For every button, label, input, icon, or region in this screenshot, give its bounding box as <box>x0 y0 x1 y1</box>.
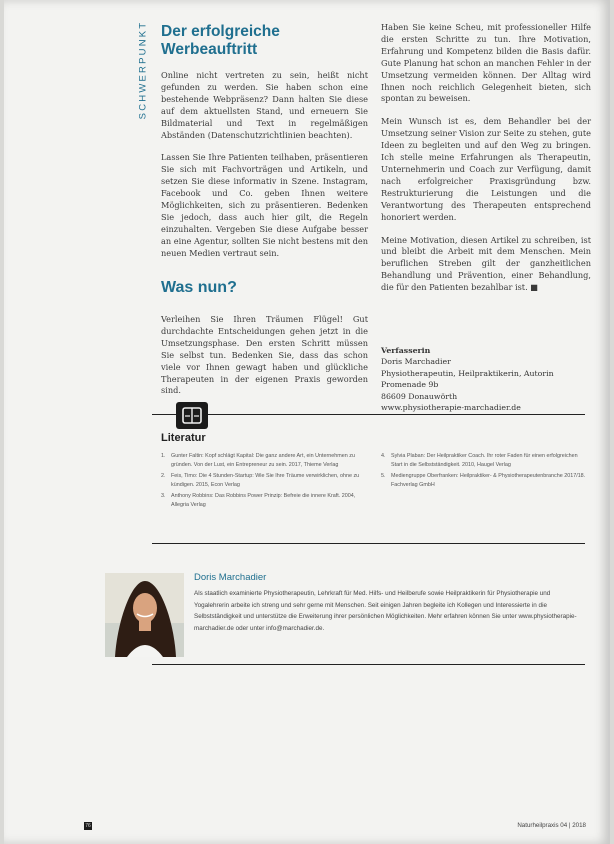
literature-item: 2. Feis, Timo: Die 4 Stunden-Startup: Wie Sie Ihre Träume verwirklichen, ohne zu kündigen. 2015, Econ Verlag <box>161 473 360 488</box>
literature-list-left <box>161 452 361 512</box>
paragraph: Haben Sie keine Scheu, mit professioneller Hilfe die ersten Schritte zu tun. Ihre Motivation, Erfahrung und Kompetenz bilden die Basis dafür. Gute Planung hat schon an manchen Fehler in der Umsetzung vermeiden können. Der Alltag wird Ihnen noch reichlich Gelegenheit bieten, sich spontan zu beweisen. <box>381 22 591 104</box>
heading-werbeauftritt: Der erfolgreiche Werbeauftritt <box>161 23 280 58</box>
literature-item: 5. Mediengruppe Oberfranken: Heilpraktiker- & Physiotherapeutenbranche 2017/18. Fachverlag GmbH <box>381 473 586 488</box>
paragraph: Meine Motivation, diesen Artikel zu schreiben, ist und bleibt die Arbeit mit dem Menschen. Mein beruflichen Streben gilt der ganzheitlichen Behandlung und Prävention, einer Behandlung, die für den Patienten bezahlbar ist. ■ <box>381 234 591 293</box>
author-info-heading: Verfasserin <box>381 346 431 355</box>
paragraph: Mein Wunsch ist es, dem Behandler bei der Umsetzung seiner Vision zur Seite zu stehen, gute Ideen zu begleiten und auf den Weg zu bringen. Ich stelle meine Erfahrungen als Therapeutin, Unternehmerin und Coach zur Verfügung, damit nach erfolgreicher Praxisgründung bzw. Restrukturierung die Leistungen und die Verantwortung des Therapeuten entsprechend honoriert werden. <box>381 116 591 222</box>
bio-text: Als staatlich examinierte Physiotherapeutin, Lehrkraft für Med. Hilfs- und Heilberufe sowie Heilpraktikerin für Physiotherapie und Yogalehrerin arbeite ich streng und sehr gerne mit Menschen. Seit einigen Jahren begleite ich Kollegen und Interessierte in die Selbstständigkeit und unterstütze die Erweiterung ihrer persönlichen Möglichkeiten. Mehr erfahren können Sie unter www.physiotherapie-marchadier.de oder unter info@marchadier.de. <box>194 590 577 633</box>
heading-was-nun: Was nun? <box>161 279 237 296</box>
author-website[interactable]: www.physiotherapie-marchadier.de <box>381 403 521 413</box>
magazine-page <box>4 0 610 844</box>
literature-item: 3. Anthony Robbins: Das Robbins Power Prinzip: Befreie die innere Kraft. 2004, Allegria Verlag <box>161 493 356 508</box>
page-number: 76 <box>85 823 91 829</box>
paragraph: Lassen Sie Ihre Patienten teilhaben, präsentieren Sie sich mit Fachvorträgen und Artikeln, und setzen Sie diese informativ in Szene. Instagram, Facebook und Co. geben Ihnen weitere Möglichkeiten, sich zu präsentieren. Bedenken Sie jedoch, dass auch hier gilt, die Regeln einzuhalten. Vergeben Sie diese Aufgabe besser an eine Agentur, sollten Sie nicht bestens mit den neuen Medien vertraut sein. <box>161 152 368 258</box>
literature-rule-left <box>152 414 176 415</box>
author-info-line: 86609 Donauwörth <box>381 391 458 401</box>
literature-item: 4. Sylvia Plaban: Der Heilpraktiker Coach. Ihr roter Faden für einen erfolgreichen Start in die Selbstständigkeit. 2010, Haugel Verlag <box>381 453 578 468</box>
author-info-line: Doris Marchadier <box>381 357 451 367</box>
literature-icon <box>176 402 208 429</box>
author-photo <box>105 573 184 657</box>
bio-bottom-rule <box>152 664 585 665</box>
literature-heading: Literatur <box>161 432 206 444</box>
literature-rule-right <box>208 414 585 415</box>
bio-top-rule <box>152 543 585 544</box>
left-column <box>161 70 368 271</box>
section-label: SCHWERPUNKT <box>137 20 149 120</box>
author-info-line: Promenade 9b <box>381 380 439 390</box>
paragraph: Online nicht vertreten zu sein, heißt nicht gefunden zu werden. Sie haben schon eine bestehende Webpräsenz? Dann halten Sie diese auf dem aktuellsten Stand, und erneuern Sie Bildmaterial und Text in regelmäßigen Abständen (Datenschutzrichtlinien beachten). <box>161 70 368 140</box>
footer-issue: Naturheilpraxis 04 | 2018 <box>517 822 586 829</box>
bio-name: Doris Marchadier <box>194 572 267 583</box>
literature-list-right <box>381 452 586 492</box>
author-info-line: Physiotherapeutin, Heilpraktikerin, Autorin <box>381 368 554 378</box>
literature-item: 1. Gunter Faltin: Kopf schlägt Kapital: Die ganz andere Art, ein Unternehmen zu gründen. Von der Lust, ein Entrepreneur zu sein. 2017, Thieme Verlag <box>161 453 355 468</box>
left-column-lower <box>161 314 368 408</box>
paragraph: Verleihen Sie Ihren Träumen Flügel! Gut durchdachte Entscheidungen gehen jetzt in die Umsetzungsphase. Den ersten Schritt müssen Sie selbst tun. Bedenken Sie, dass das schon viele vor Ihnen gewagt haben und glückliche Therapeuten in der eigenen Praxis geworden sind. <box>161 314 368 396</box>
right-column <box>381 22 591 305</box>
author-info <box>381 345 591 413</box>
